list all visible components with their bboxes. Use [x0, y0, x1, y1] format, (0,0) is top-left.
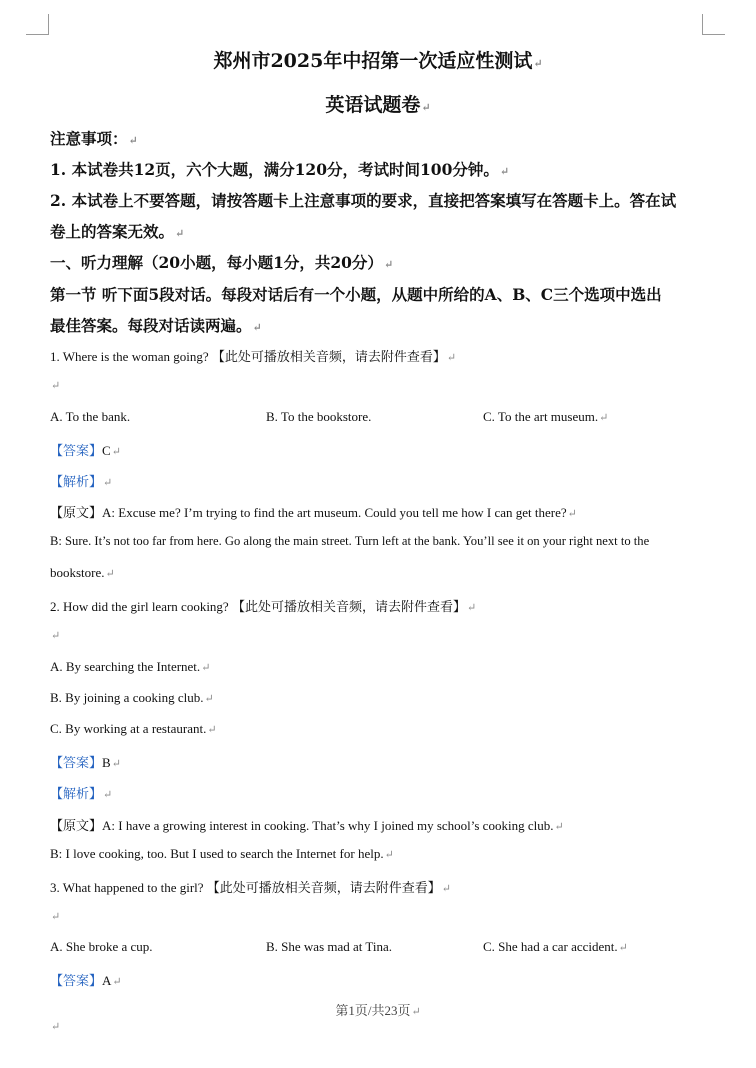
q3-answer: 【答案】A↵ [50, 973, 122, 988]
q3-option-c: C. She had a car accident.↵ [483, 939, 628, 954]
empty-paragraph: ↵ [51, 630, 61, 642]
q3-question: 3. What happened to the girl? 【此处可播放相关音频，请去附件查看】↵ [50, 880, 452, 895]
q2-option-c: C. By working at a restaurant.↵ [50, 721, 217, 736]
q2-original: 【原文】A: I have a growing interest in cooking. That’s why I joined my school’s cooking club.↵ [50, 818, 564, 833]
empty-paragraph: ↵ [51, 911, 61, 923]
q1-option-b: B. To the bookstore. [266, 409, 372, 424]
notes-item-2: 2. 本试卷上不要答题，请按答题卡上注意事项的要求，直接把答案填写在答题卡上。答在试 [50, 191, 677, 210]
notes-item-1: 1. 本试卷共12页，六个大题，满分120分，考试时间100分钟。↵ [50, 160, 510, 179]
q3-option-a: A. She broke a cup. [50, 939, 153, 954]
q1-line-b: B: Sure. It’s not too far from here. Go along the main street. Turn left at the bank. You’ll see it on your right next to the [50, 534, 650, 548]
q2-question: 2. How did the girl learn cooking? 【此处可播放相关音频，请去附件查看】↵ [50, 599, 477, 614]
q2-analysis: 【解析】↵ [50, 786, 113, 801]
page-footer: 第1页/共23页↵ [335, 1003, 421, 1018]
q2-option-b: B. By joining a cooking club.↵ [50, 690, 214, 705]
q2-answer: 【答案】B↵ [50, 755, 121, 770]
notes-item-2-cont: 卷上的答案无效。↵ [50, 222, 185, 241]
q1-original: 【原文】A: Excuse me? I’m trying to find the art museum. Could you tell me how I can get there?↵ [50, 505, 577, 520]
q1-question: 1. Where is the woman going? 【此处可播放相关音频，请去附件查看】↵ [50, 349, 457, 364]
part-1-instructions: 第一节 听下面5段对话。每段对话后有一个小题，从题中所给的A、B、C三个选项中选出 [50, 285, 662, 304]
corner-mark-top-left [26, 14, 49, 35]
section-1-heading: 一、听力理解（20小题，每小题1分，共20分）↵ [50, 253, 394, 272]
exam-subtitle: 英语试题卷↵ [325, 94, 431, 116]
q1-answer: 【答案】C↵ [50, 443, 121, 458]
empty-paragraph: ↵ [51, 380, 61, 392]
q2-option-a: A. By searching the Internet.↵ [50, 659, 211, 674]
empty-paragraph: ↵ [51, 1021, 61, 1033]
corner-mark-top-right [702, 14, 725, 35]
q3-option-b: B. She was mad at Tina. [266, 939, 393, 954]
part-1-instructions-cont: 最佳答案。每段对话读两遍。↵ [50, 316, 262, 335]
q1-analysis: 【解析】↵ [50, 474, 113, 489]
q1-line-b-cont: bookstore.↵ [50, 565, 115, 580]
exam-title: 郑州市2025年中招第一次适应性测试↵ [213, 50, 543, 72]
notes-heading: 注意事项：↵ [50, 129, 138, 148]
q2-line-b: B: I love cooking, too. But I used to search the Internet for help.↵ [50, 846, 394, 861]
q1-option-c: C. To the art museum.↵ [483, 409, 609, 424]
q1-option-a: A. To the bank. [50, 409, 131, 424]
